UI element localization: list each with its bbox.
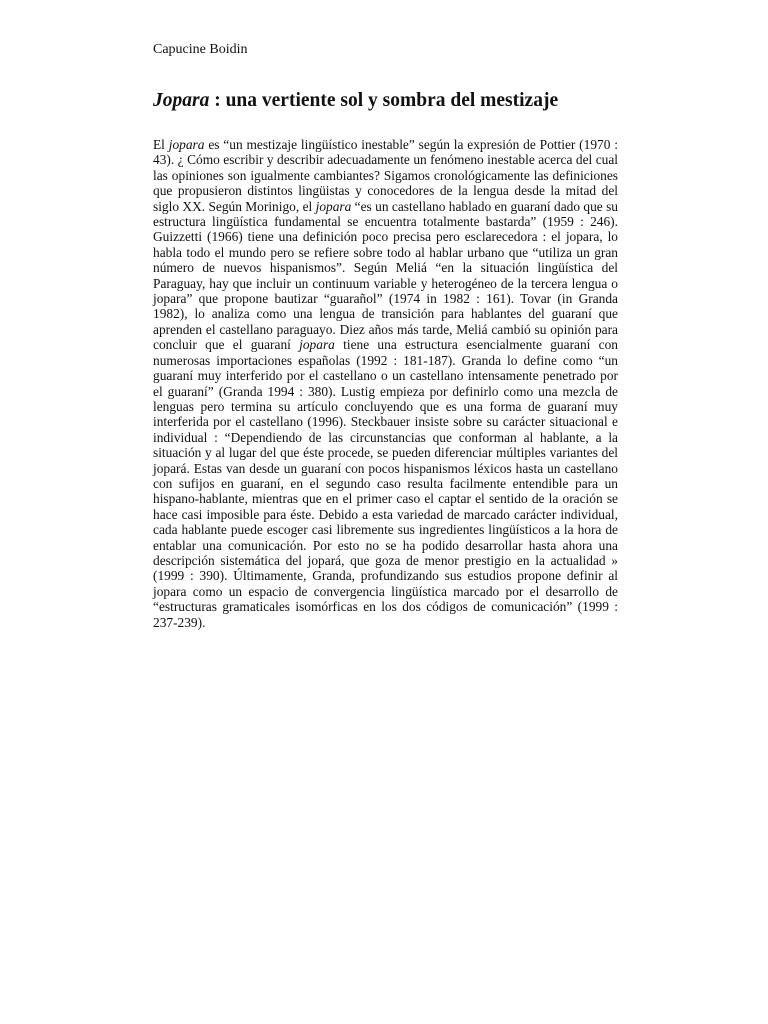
- document-title: [153, 89, 558, 113]
- body-segment: El: [153, 137, 169, 152]
- body-italic-term: jopara: [168, 137, 205, 152]
- author-name: Capucine Boidin: [153, 42, 248, 57]
- body-segment: es “un mestizaje lingüístico inestable” según la expresión de Pottier (1970 : 43). ¿ Cómo escribir y describir adecuadamente un fenómeno inestable acerca del cual las opiniones son igualmente cambiantes? Sigamos cronológicamente las definiciones que propusieron distintos lingüistas y conocedores de la lengua desde la mitad del siglo XX. Según Morinigo, el: [153, 137, 618, 214]
- body-segment: “es un castellano hablado en guaraní dado que su estructura lingüística fundamental se encuentra totalmente bastarda” (1959 : 246). Guizzetti (1966) tiene una definición poco precisa pero esclarecedora : el jopara, lo habla todo el mundo pero se refiere sobre todo al hablar urbano que “utiliza un gran número de nuevos hispanismos”. Según Meliá “en la situación lingüística del Paraguay, hay que incluir un continuum variable y heterogéneo de la tercera lengua o jopara” que propone bautizar “guarañol” (1974 in 1982 : 161). Tovar (in Granda 1982), lo analiza como una lengua de transición para hablantes del guaraní que aprenden el castellano paraguayo. Diez años más tarde, Meliá cambió su opinión para concluir que el guaraní: [153, 198, 618, 353]
- title-italic-term: Jopara: [153, 90, 210, 111]
- body-segment: tiene una estructura esencialmente guaraní con numerosas importaciones españolas (1992 : 181-187). Granda lo define como “un guaraní muy interferido por el castellano o un castellano intensamente penetrado por el guaraní” (Granda 1994 : 380). Lustig empieza por definirlo como una mezcla de lenguas pero termina su artículo concluyendo que es una forma de guaraní muy interferida por el castellano (1996). Steckbauer insiste sobre su carácter situacional e individual : “Dependiendo de las circunstancias que conforman al hablante, a la situación y al lugar del que éste procede, se pueden diferenciar múltiples variantes del jopará. Estas van desde un guaraní con pocos hispanismos léxicos hasta un castellano con sufijos en guaraní, en el segundo caso resulta facilmente entendible para un hispano-hablante, mientras que en el primer caso el captar el sentido de la oración se hace casi imposible para éste. Debido a esta variedad de marcado carácter individual, cada hablante puede escoger casi libremente sus ingredientes lingüísticos a la hora de entablar una comunicación. Por esto no se ha podido desarrollar hasta ahora una descripción sistemática del jopará, que goza de menor prestigio en la actualidad » (1999 : 390). Últimamente, Granda, profundizando sus estudios propone definir al jopara como un espacio de convergencia lingüística marcado por el desarrollo de “estructuras gramaticales isomórficas en los dos códigos de comunicación” (1999 : 237-239).: [153, 337, 618, 630]
- body-italic-term: jopara: [299, 337, 335, 353]
- title-text: : una vertiente sol y sombra del mestizaje: [209, 90, 559, 111]
- body-paragraph: [153, 137, 618, 630]
- body-italic-term: jopara: [315, 198, 352, 214]
